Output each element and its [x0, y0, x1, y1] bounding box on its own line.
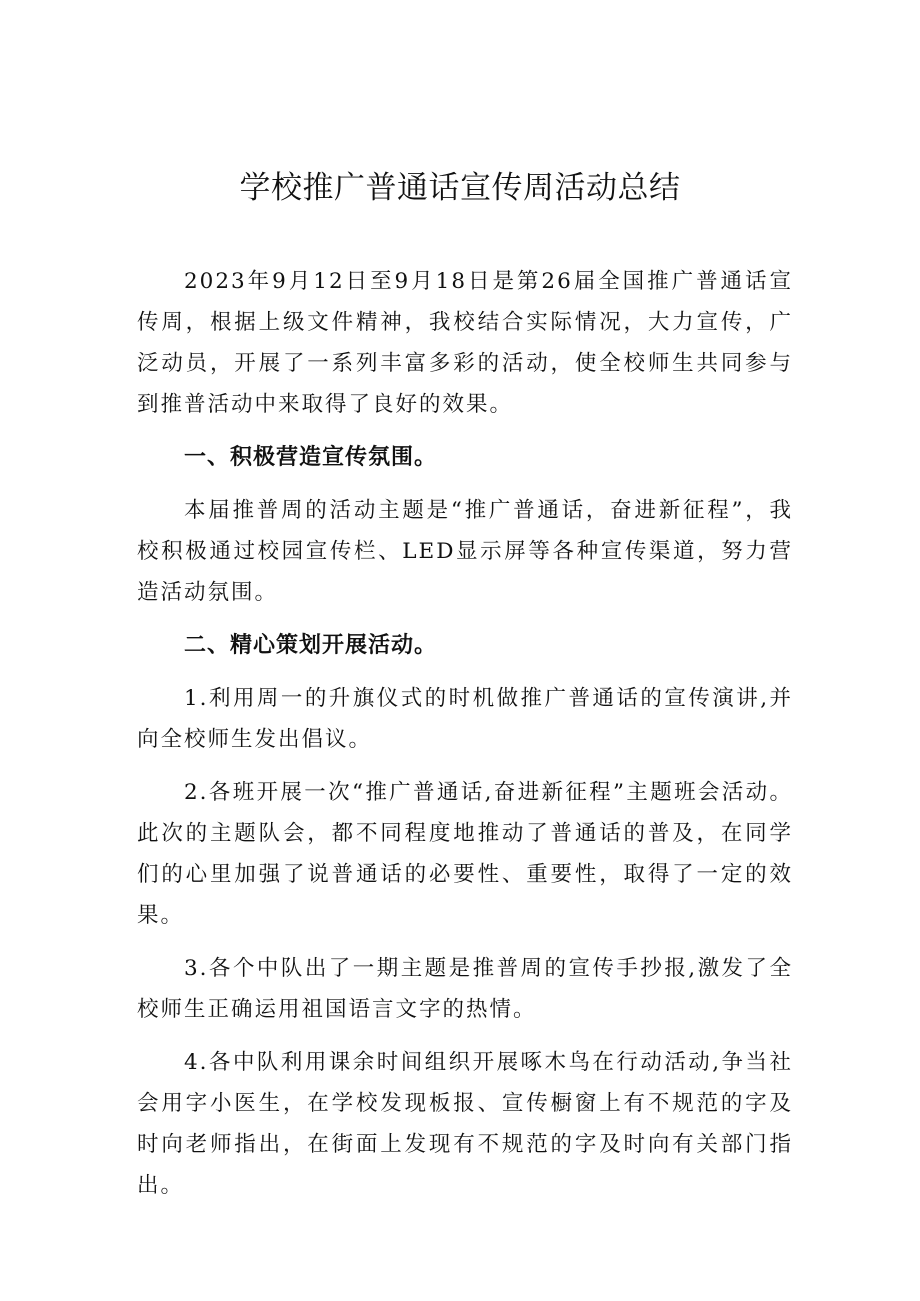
activity-item-1: 1.利用周一的升旗仪式的时机做推广普通话的宣传演讲,并向全校师生发出倡议。: [137, 686, 793, 752]
activity-item-3: 3.各个中队出了一期主题是推普周的宣传手抄报,激发了全校师生正确运用祖国语言文字的热情。: [137, 956, 793, 1022]
activity-item-2: 2.各班开展一次“推广普通话,奋进新征程”主题班会活动。此次的主题队会，都不同程度地推动了普通话的普及，在同学们的心里加强了说普通话的必要性、重要性，取得了一定的效果。: [137, 780, 793, 928]
activity-item-4: 4.各中队利用课余时间组织开展啄木鸟在行动活动,争当社会用字小医生，在学校发现板报、宣传橱窗上有不规范的字及时向老师指出，在街面上发现有不规范的字及时向有关部门指出。: [137, 1050, 793, 1198]
document-title: 学校推广普通话宣传周活动总结: [239, 170, 681, 206]
section-2-heading: 二、精心策划开展活动。: [184, 633, 438, 658]
section-1-heading: 一、积极营造宣传氛围。: [184, 445, 438, 470]
intro-paragraph: 2023年9月12日至9月18日是第26届全国推广普通话宣传周，根据上级文件精神，我校结合实际情况，大力宣传，广泛动员，开展了一系列丰富多彩的活动，使全校师生共同参与到推普活动中来取得了良好的效果。: [137, 269, 793, 417]
section-1-paragraph: 本届推普周的活动主题是“推广普通话，奋进新征程”，我校积极通过校园宣传栏、LED显示屏等各种宣传渠道，努力营造活动氛围。: [137, 498, 793, 605]
document-body: [137, 261, 793, 1218]
